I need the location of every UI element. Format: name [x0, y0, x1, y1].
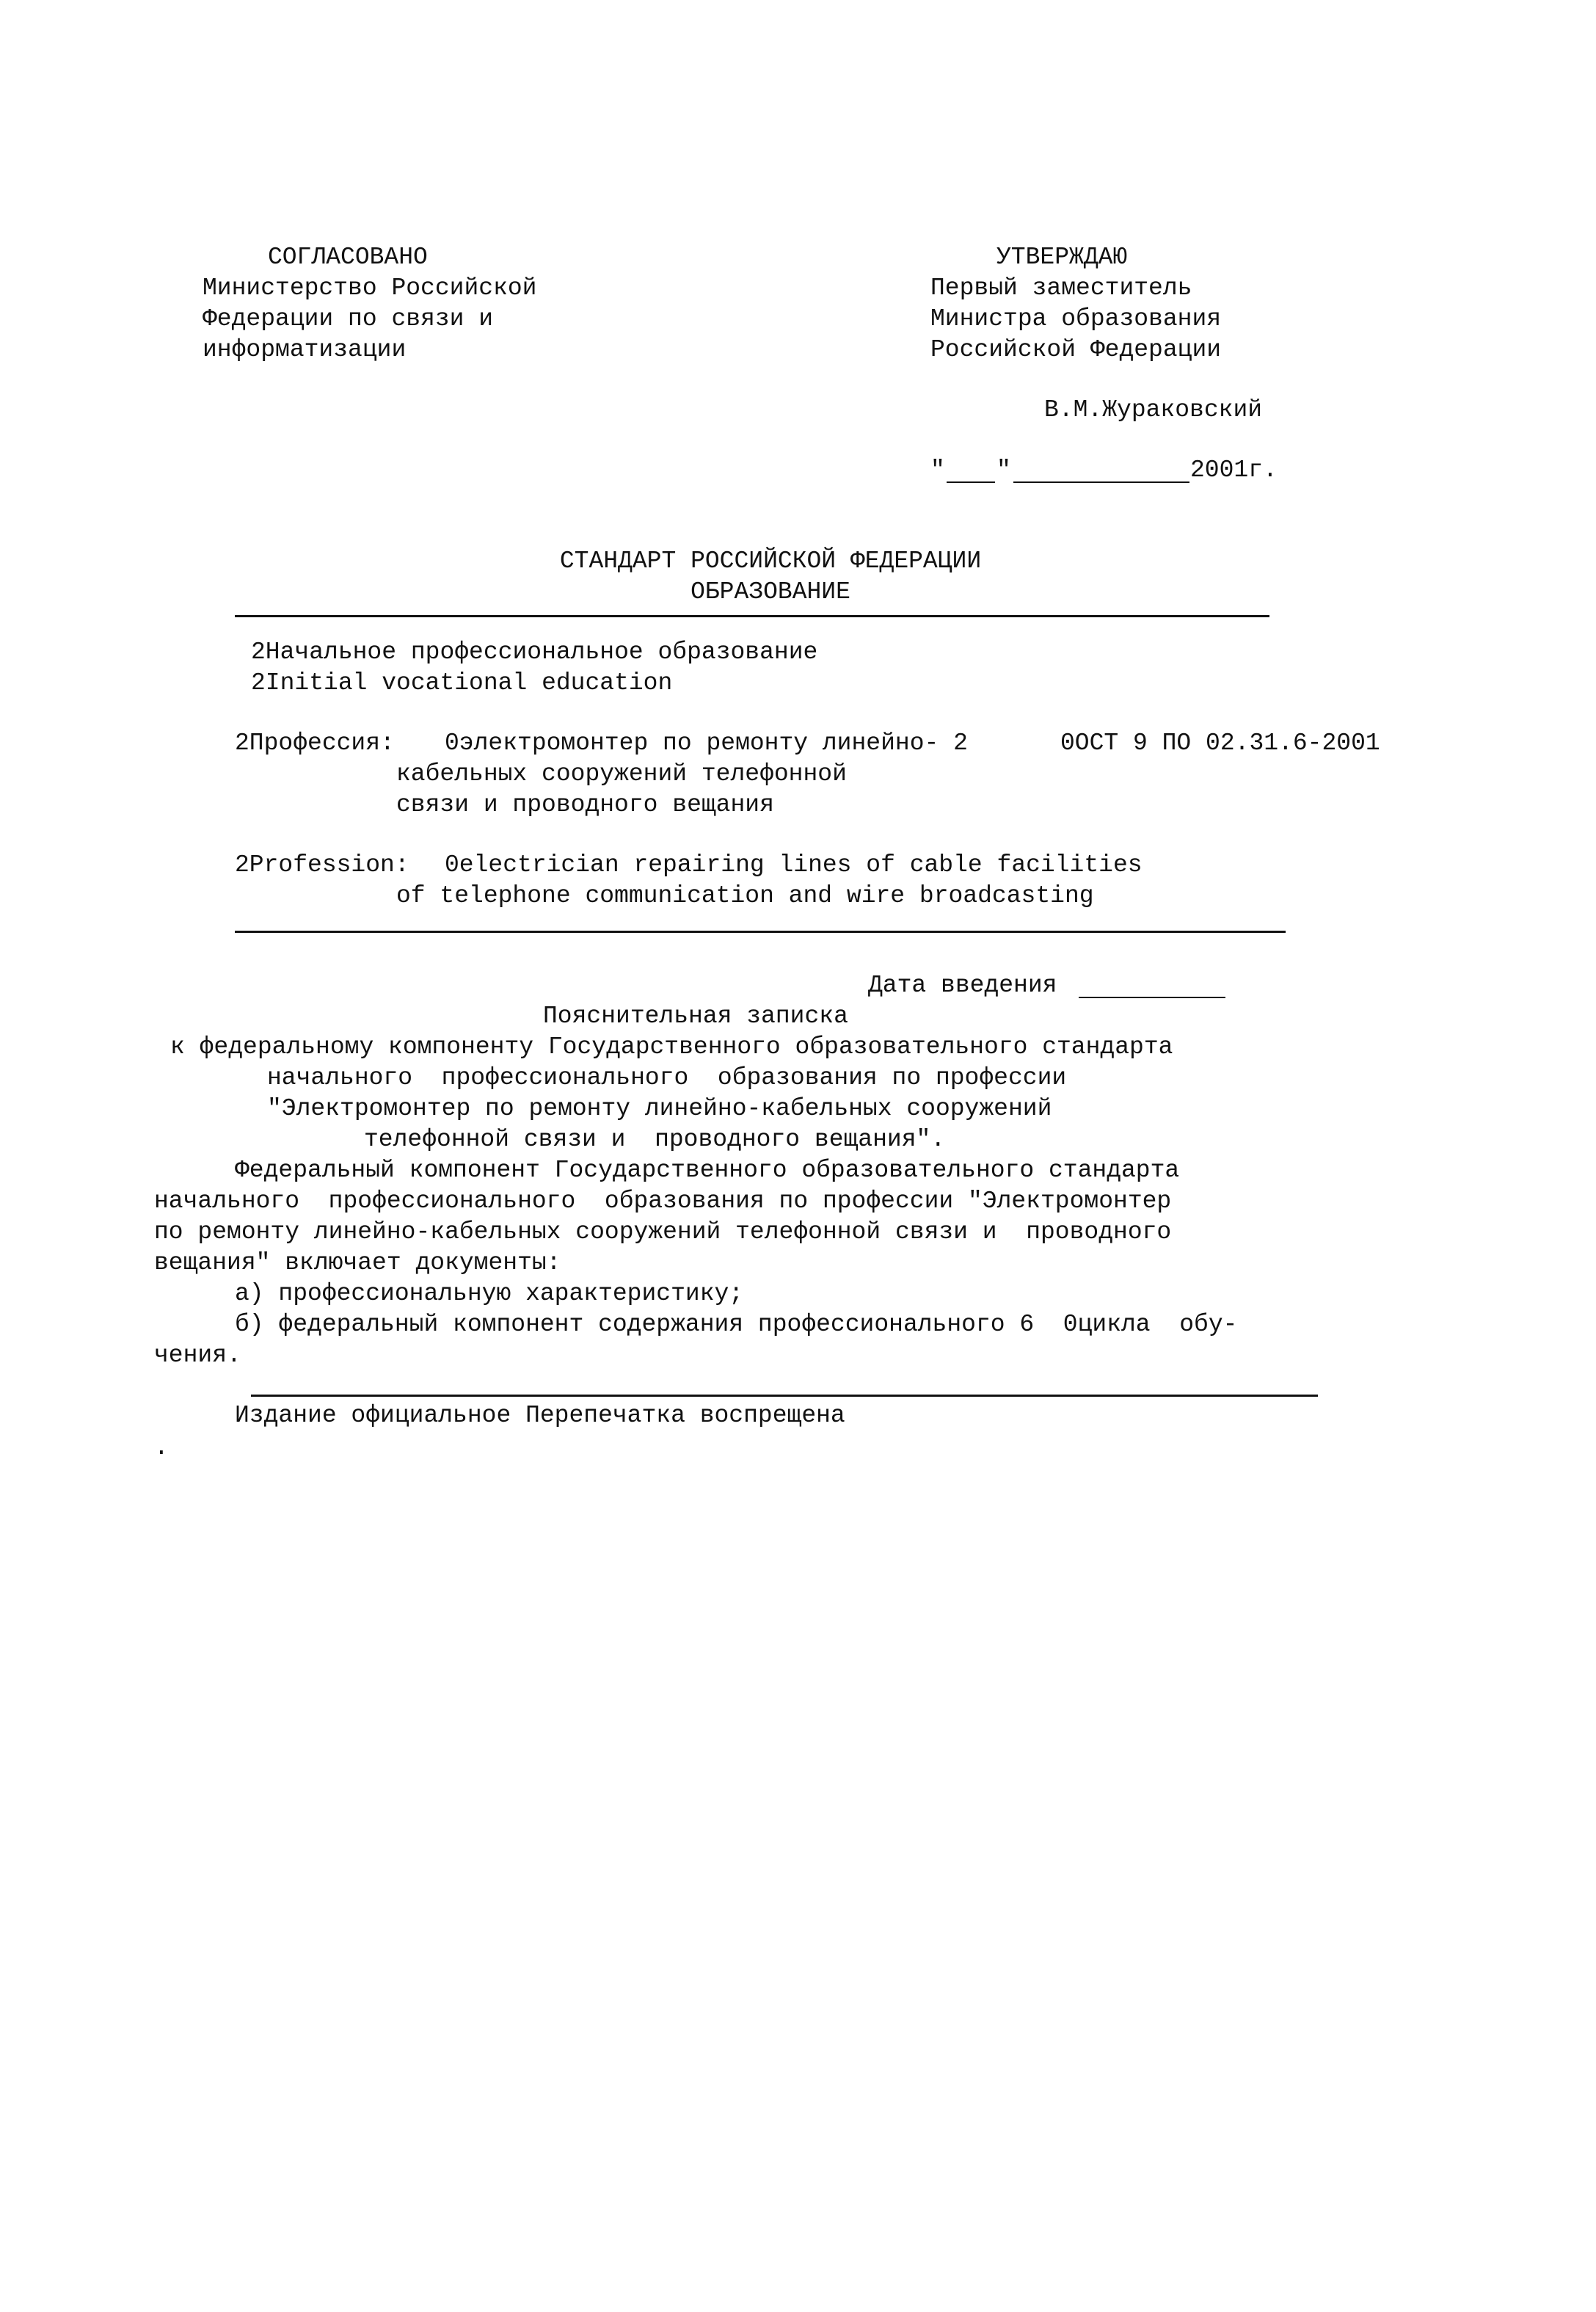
top-divider	[235, 615, 1269, 617]
note-subtitle-line: начального профессионального образования по профессии	[267, 1064, 1067, 1091]
date-year: 2001г.	[1190, 457, 1278, 484]
note-item: б) федеральный компонент содержания профессионального 6 0цикла обу-	[235, 1311, 1238, 1338]
note-subtitle-line: телефонной связи и проводного вещания".	[364, 1126, 946, 1153]
level-en: 2Initial vocational education	[251, 669, 673, 697]
profession-en-label: 2Profession:	[235, 851, 409, 879]
note-body-line: по ремонту линейно-кабельных сооружений телефонной связи и проводного	[154, 1218, 1172, 1246]
note-subtitle-line: к федеральному компоненту Государственного образовательного стандарта	[170, 1033, 1173, 1061]
date-quote-open: "	[930, 457, 945, 484]
approve-line: Министра образования	[930, 305, 1222, 332]
standard-subtitle: ОБРАЗОВАНИЕ	[690, 578, 850, 606]
agreed-line: информатизации	[203, 336, 407, 363]
profession-ru-label: 2Профессия:	[235, 730, 395, 757]
profession-ru-line: кабельных сооружений телефонной	[396, 760, 847, 788]
standard-code: 0ОСТ 9 ПО 02.31.6-2001	[1060, 730, 1380, 757]
profession-ru-line: связи и проводного вещания	[396, 791, 774, 818]
footer-dot: .	[154, 1434, 169, 1461]
agreed-line: Федерации по связи и	[203, 305, 494, 332]
intro-date-label: Дата введения	[868, 972, 1057, 999]
profession-en-line: of telephone communication and wire broadcasting	[396, 882, 1094, 909]
approve-heading: УТВЕРЖДАЮ	[996, 244, 1128, 271]
standard-title: СТАНДАРТ РОССИЙСКОЙ ФЕДЕРАЦИИ	[559, 548, 982, 575]
agreed-line: Министерство Российской	[203, 275, 537, 302]
bottom-divider	[235, 931, 1286, 933]
date-quote-close: "	[996, 457, 1011, 484]
date-day-blank	[947, 481, 995, 483]
agreed-heading: СОГЛАСОВАНО	[268, 244, 428, 271]
approve-line: Первый заместитель	[930, 275, 1192, 302]
approve-line: Российской Федерации	[930, 336, 1222, 363]
date-month-blank	[1013, 481, 1189, 483]
note-body-line: вещания" включает документы:	[154, 1249, 561, 1276]
level-ru: 2Начальное профессиональное образование	[251, 639, 818, 666]
profession-en-line: 0electrician repairing lines of cable facilities	[445, 851, 1143, 879]
note-item: а) профессиональную характеристику;	[235, 1280, 744, 1307]
footer-divider	[251, 1395, 1318, 1397]
signatory-name: В.М.Жураковский	[1044, 396, 1263, 423]
note-body-line: начального профессионального образования по профессии "Электромонтер	[154, 1188, 1172, 1215]
intro-date-blank	[1079, 997, 1225, 998]
note-tail: чения.	[154, 1342, 241, 1369]
note-body-line: Федеральный компонент Государственного образовательного стандарта	[235, 1157, 1180, 1184]
note-title: Пояснительная записка	[543, 1003, 848, 1030]
note-subtitle-line: "Электромонтер по ремонту линейно-кабельных сооружений	[267, 1095, 1052, 1122]
profession-ru-line: 0электромонтер по ремонту линейно- 2	[445, 730, 968, 757]
footer-official-text: Издание официальное Перепечатка воспрещена	[235, 1402, 845, 1429]
